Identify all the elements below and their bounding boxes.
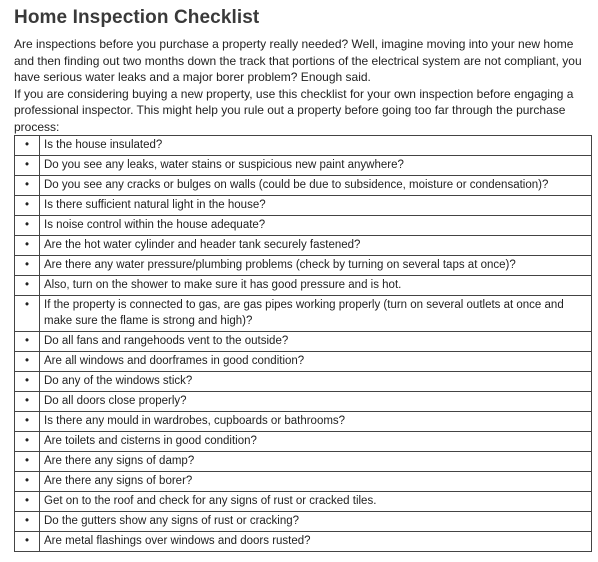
bullet-icon: • xyxy=(15,452,40,472)
checklist-row xyxy=(15,452,592,472)
checklist-item-text: Are metal flashings over windows and doors rusted? xyxy=(40,532,592,552)
checklist-row xyxy=(15,332,592,352)
checklist-row xyxy=(15,256,592,276)
bullet-icon: • xyxy=(15,276,40,296)
checklist-row xyxy=(15,136,592,156)
checklist-item-text: Do any of the windows stick? xyxy=(40,372,592,392)
checklist-item-text: Are all windows and doorframes in good condition? xyxy=(40,352,592,372)
checklist-item-text: Also, turn on the shower to make sure it has good pressure and is hot. xyxy=(40,276,592,296)
checklist-row xyxy=(15,472,592,492)
checklist-row xyxy=(15,432,592,452)
checklist-item-text: Is the house insulated? xyxy=(40,136,592,156)
checklist-item-text: Is there any mould in wardrobes, cupboards or bathrooms? xyxy=(40,412,592,432)
checklist-row xyxy=(15,276,592,296)
checklist-row xyxy=(15,196,592,216)
checklist-item-text: Do the gutters show any signs of rust or cracking? xyxy=(40,512,592,532)
checklist-row xyxy=(15,492,592,512)
checklist-item-text: Are there any signs of damp? xyxy=(40,452,592,472)
bullet-icon: • xyxy=(15,532,40,552)
checklist-row xyxy=(15,412,592,432)
bullet-icon: • xyxy=(15,492,40,512)
checklist-row xyxy=(15,392,592,412)
checklist-item-text: Is there sufficient natural light in the house? xyxy=(40,196,592,216)
checklist-item-text: Do all doors close properly? xyxy=(40,392,592,412)
bullet-icon: • xyxy=(15,196,40,216)
bullet-icon: • xyxy=(15,216,40,236)
checklist-row xyxy=(15,216,592,236)
bullet-icon: • xyxy=(15,256,40,276)
checklist-row xyxy=(15,296,592,332)
page-title: Home Inspection Checklist xyxy=(14,7,260,28)
intro-paragraph-1: Are inspections before you purchase a property really needed? Well, imagine moving into your new home and then finding out two months down the track that portions of the electrical system are not compliant, you have serious water leaks and a major borer problem? Enough said. xyxy=(14,37,582,84)
bullet-icon: • xyxy=(15,512,40,532)
intro-paragraph-2: If you are considering buying a new property, use this checklist for your own inspection before engaging a professional inspector. This might help you rule out a property before going too far through the purchase process: xyxy=(14,86,574,134)
checklist-row xyxy=(15,372,592,392)
checklist-item-text: Are toilets and cisterns in good condition? xyxy=(40,432,592,452)
checklist-item-text: Is noise control within the house adequate? xyxy=(40,216,592,236)
bullet-icon: • xyxy=(15,432,40,452)
checklist-row xyxy=(15,512,592,532)
checklist-item-text: If the property is connected to gas, are gas pipes working properly (turn on several outlets at once and make sure the flame is strong and high)? xyxy=(40,296,592,332)
checklist-item-text: Get on to the roof and check for any signs of rust or cracked tiles. xyxy=(40,492,592,512)
checklist-row xyxy=(15,236,592,256)
checklist-item-text: Are there any signs of borer? xyxy=(40,472,592,492)
checklist-row xyxy=(15,532,592,552)
bullet-icon: • xyxy=(15,472,40,492)
bullet-icon: • xyxy=(15,296,40,332)
bullet-icon: • xyxy=(15,176,40,196)
checklist-item-text: Are there any water pressure/plumbing problems (check by turning on several taps at once)? xyxy=(40,256,592,276)
bullet-icon: • xyxy=(15,156,40,176)
checklist-row xyxy=(15,352,592,372)
bullet-icon: • xyxy=(15,372,40,392)
bullet-icon: • xyxy=(15,352,40,372)
checklist-item-text: Do all fans and rangehoods vent to the outside? xyxy=(40,332,592,352)
checklist-item-text: Are the hot water cylinder and header tank securely fastened? xyxy=(40,236,592,256)
bullet-icon: • xyxy=(15,332,40,352)
checklist-item-text: Do you see any cracks or bulges on walls (could be due to subsidence, moisture or condensation)? xyxy=(40,176,592,196)
checklist-row xyxy=(15,176,592,196)
bullet-icon: • xyxy=(15,392,40,412)
bullet-icon: • xyxy=(15,412,40,432)
checklist-table xyxy=(14,135,592,552)
bullet-icon: • xyxy=(15,236,40,256)
checklist-row xyxy=(15,156,592,176)
checklist-item-text: Do you see any leaks, water stains or suspicious new paint anywhere? xyxy=(40,156,592,176)
bullet-icon: • xyxy=(15,136,40,156)
